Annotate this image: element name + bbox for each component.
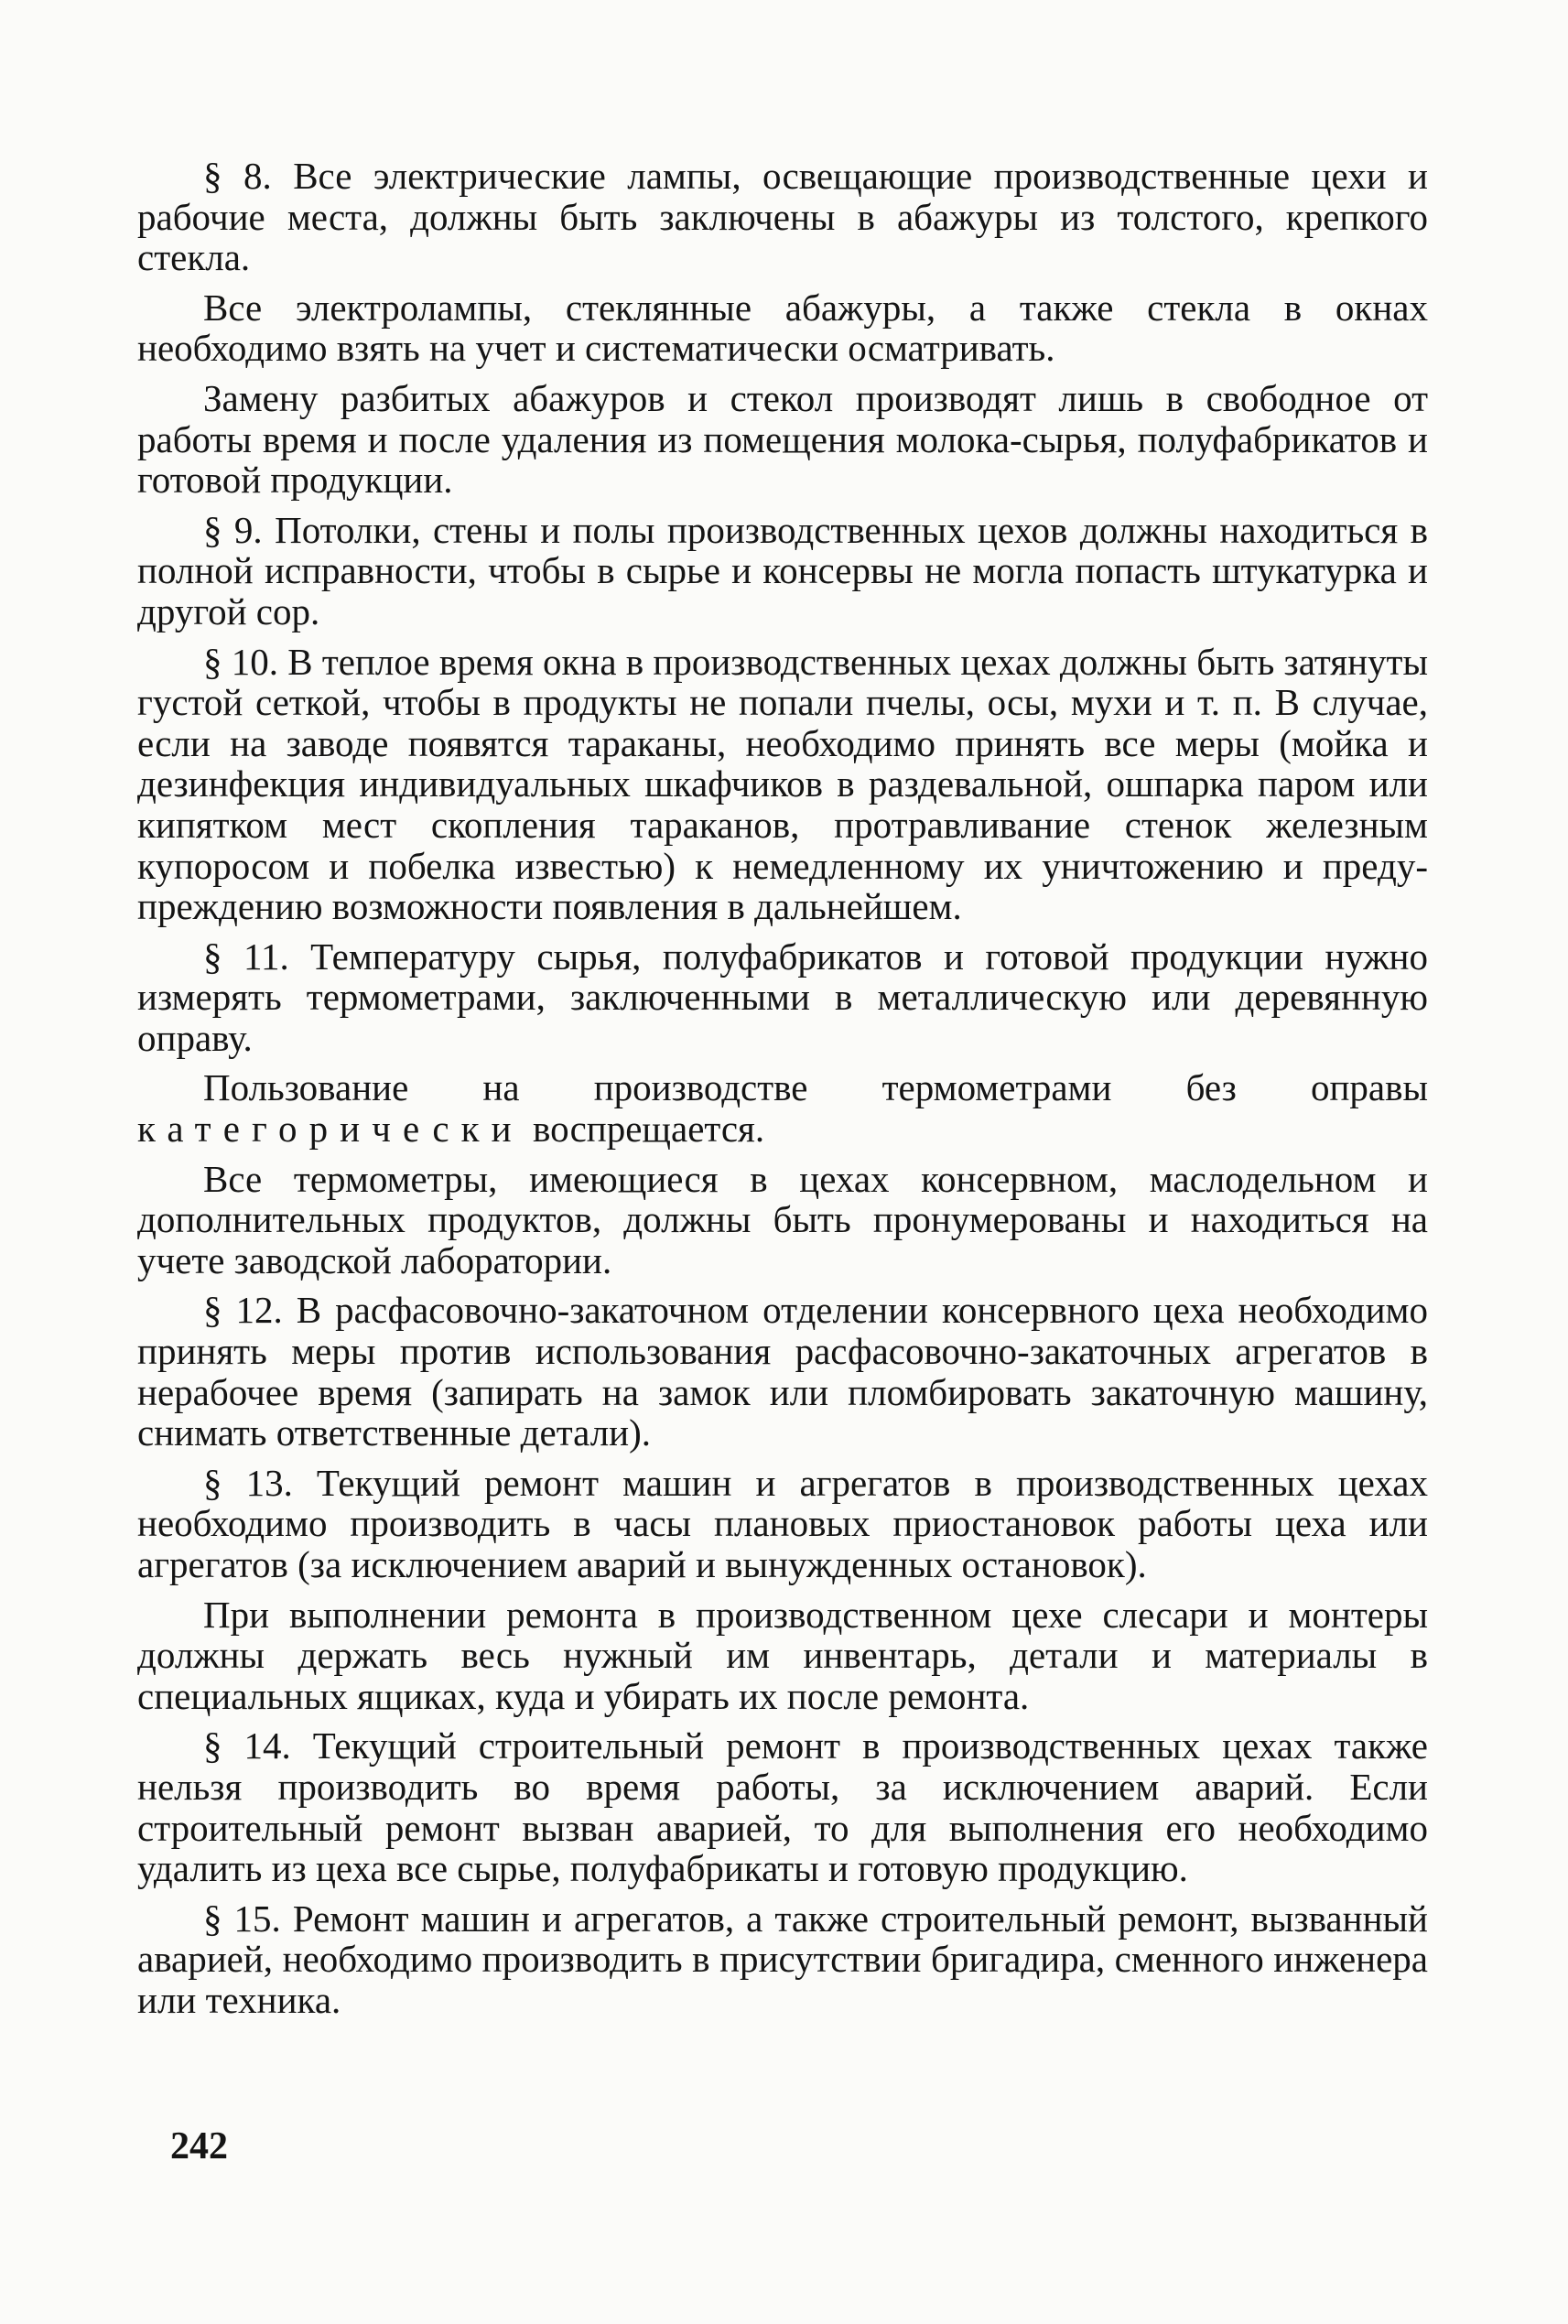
prohibition-text-before: Пользование на производстве термометрами без оправы [203, 1066, 1428, 1109]
paragraph-section-10: § 10. В теплое время окна в производственных цехах должны быть затянуты густой сеткой, чтобы в продукты не попали пчелы, осы, мухи и т. п. В случае, если на заводе появятся тараканы, необходимо принять все меры (мойка и дезинфекция индивидуальных шкафчиков в раздевальной, ошпарка паром или кипятком мест скопления тараканов, протравливание стенок железным купоросом и побелка известью) к немедленному их уничтожению и предупреждению возможности появления в дальнейшем. [137, 640, 1428, 928]
paragraph-section-14: § 14. Текущий строительный ремонт в производственных цехах также нельзя производить во время работы, за исключением аварий. Если строительный ремонт вызван аварией, то для выполнения его необходимо удалить из цеха все сырье, полуфабрикаты и готовую продукцию. [137, 1724, 1428, 1890]
page-number: 242 [170, 2125, 228, 2167]
paragraph-section-15: § 15. Ремонт машин и агрегатов, а также строительный ремонт, вызванный аварией, необходимо производить в присутствии бригадира, сменного инженера или техника. [137, 1897, 1428, 2021]
page-body [137, 156, 1428, 2030]
paragraph-section-12: § 12. В расфасовочно-закаточном отделении консервного цеха необходимо принять меры против использования расфасовочно-закаточных агрегатов в нерабочее время (запирать на замок или пломбировать закаточную машину, снимать ответственные детали). [137, 1289, 1428, 1454]
prohibition-emphasis: категорически [137, 1108, 524, 1151]
paragraph-section-9: § 9. Потолки, стены и полы производственных цехов должны находиться в полной исправности, чтобы в сырье и консервы не могла попасть штукатурка и другой сор. [137, 508, 1428, 632]
paragraph-lamps-inventory: Все электролампы, стеклянные абажуры, а также стекла в окнах необходимо взять на учет и систематически осматривать. [137, 286, 1428, 370]
paragraph-section-11: § 11. Температуру сырья, полуфабрикатов и готовой продукции нужно измерять термометрами, заключенными в металлическую или деревянную оправу. [137, 935, 1428, 1059]
prohibition-text-after: воспрещается. [523, 1108, 765, 1151]
paragraph-glass-replacement: Замену разбитых абажуров и стекол производят лишь в свободное от работы время и после удаления из помещения молока-сырья, полуфабрикатов и готовой продукции. [137, 376, 1428, 502]
paragraph-section-13: § 13. Текущий ремонт машин и агрегатов в производственных цехах необходимо производить в часы плановых приостановок работы цеха или агрегатов (за исключением аварий и вынужденных остановок). [137, 1461, 1428, 1585]
paragraph-thermometers-numbered: Все термометры, имеющиеся в цехах консервном, маслодельном и дополнительных продуктов, должны быть пронумерованы и находиться на учете заводской лаборатории. [137, 1157, 1428, 1281]
paragraph-thermometer-prohibition [137, 1067, 1428, 1149]
paragraph-repair-tools: При выполнении ремонта в производственном цехе слесари и монтеры должны держать весь нужный им инвентарь, детали и материалы в специальных ящиках, куда и убирать их после ремонта. [137, 1593, 1428, 1717]
paragraph-section-8: § 8. Все электрические лампы, освещающие производственные цехи и рабочие места, должны быть заключены в абажуры из толстого, крепкого стекла. [137, 155, 1428, 279]
